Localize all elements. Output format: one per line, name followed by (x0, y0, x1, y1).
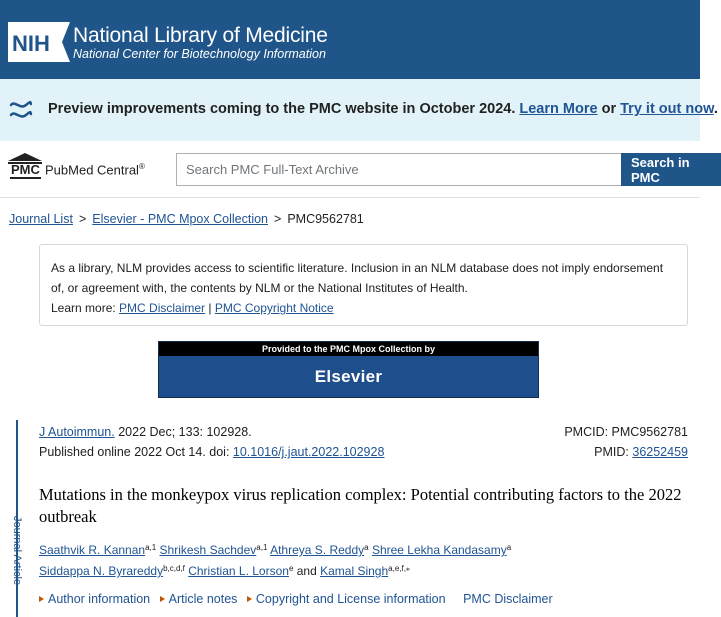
doi-link[interactable]: 10.1016/j.jaut.2022.102928 (232, 445, 385, 459)
author-affiliation: a (506, 543, 512, 552)
published-line (39, 445, 384, 459)
author-affiliation: a,e,f,⁎ (388, 564, 410, 573)
nlm-header (0, 0, 700, 79)
pmid-label: PMID: (594, 445, 633, 459)
author-information-label: Author information (48, 592, 151, 606)
author-link[interactable]: Christian L. Lorson (188, 564, 289, 578)
article-title: Mutations in the monkeypox virus replication complex: Potential contributing factors to the 2022 outbreak (39, 485, 682, 526)
nlm-title[interactable]: National Library of Medicine (73, 24, 328, 47)
pmcid: PMCID: PMC9562781 (564, 425, 688, 439)
disclaimer-text: As a library, NLM provides access to scientific literature. Inclusion in an NLM database does not imply endorsement of, or agreement with, the contents by NLM or the National Institutes of Health. (51, 261, 664, 295)
author-link[interactable]: Shree Lekha Kandasamy (371, 543, 507, 557)
pmid (594, 445, 688, 459)
author-affiliation: b,c,d,f (163, 564, 185, 573)
nlm-subtitle: National Center for Biotechnology Information (73, 47, 326, 61)
breadcrumb-collection[interactable]: Elsevier - PMC Mpox Collection (92, 212, 268, 226)
library-disclaimer (39, 244, 688, 326)
author-link[interactable]: Athreya S. Reddy (270, 543, 365, 557)
published-text: Published online 2022 Oct 14. doi: (39, 445, 233, 459)
journal-link[interactable]: J Autoimmun. (39, 425, 115, 439)
breadcrumb-separator: > (274, 212, 282, 226)
citation-text: 2022 Dec; 133: 102928. (114, 425, 252, 439)
author-link[interactable]: Shrikesh Sachdev (159, 543, 257, 557)
preview-message: Preview improvements coming to the PMC website in October 2024. (48, 101, 516, 117)
pmc-copyright-link[interactable]: PMC Copyright Notice (214, 301, 334, 315)
author-link[interactable]: Siddappa N. Byrareddy (39, 564, 164, 578)
author-affiliation: a (364, 543, 369, 552)
author-and: and (293, 564, 321, 578)
pmid-link[interactable]: 36252459 (632, 445, 688, 459)
pmc-logo-name-text: PubMed Central (45, 162, 139, 178)
article-notes-label: Article notes (168, 592, 238, 606)
preview-wave-icon (8, 97, 34, 123)
breadcrumb (9, 212, 364, 226)
preview-period: . (713, 101, 718, 117)
author-affiliation: e (288, 564, 294, 573)
preview-or: or (601, 101, 617, 117)
breadcrumb-separator: > (78, 212, 87, 226)
citation-line (39, 425, 252, 439)
article-side-label (6, 516, 28, 590)
breadcrumb-journal-list[interactable]: Journal List (9, 212, 73, 226)
provider-banner[interactable] (158, 341, 539, 398)
article-type-label: Journal Article (11, 516, 23, 586)
pmc-logo-reg: ® (138, 162, 145, 171)
disclaimer-learn-more: Learn more: (51, 301, 116, 315)
search-input[interactable] (176, 153, 621, 186)
pmc-logo[interactable] (8, 150, 168, 190)
copyright-toggle[interactable] (247, 592, 446, 606)
pmc-logo-name (45, 162, 145, 177)
preview-banner (0, 79, 718, 141)
copyright-label: Copyright and License information (255, 592, 446, 606)
pmc-disclaimer-link[interactable]: PMC Disclaimer (119, 301, 206, 315)
triangle-right-icon (247, 596, 252, 602)
triangle-right-icon (39, 596, 44, 602)
breadcrumb-current: PMC9562781 (287, 212, 364, 226)
author-list (39, 540, 689, 582)
pmc-logo-abbr: PMC (11, 162, 40, 177)
provider-name: Elsevier (314, 367, 383, 386)
preview-text (48, 101, 718, 117)
nih-logo-text: NIH (12, 31, 50, 56)
author-link[interactable]: Saathvik R. Kannan (39, 543, 146, 557)
author-information-toggle[interactable] (39, 592, 150, 606)
triangle-right-icon (160, 596, 165, 602)
try-it-link[interactable]: Try it out now (620, 101, 714, 117)
author-link[interactable]: Kamal Singh (320, 564, 389, 578)
header-divider (0, 197, 700, 198)
nih-logo-icon[interactable] (8, 22, 70, 62)
article-pmc-disclaimer-link[interactable]: PMC Disclaimer (463, 592, 553, 606)
author-affiliation: a,1 (145, 543, 157, 552)
author-affiliation: a,1 (256, 543, 268, 552)
disclaimer-divider: | (208, 301, 212, 315)
search-button[interactable]: Search in PMC (621, 153, 721, 186)
article-meta-links (39, 592, 553, 606)
article-notes-toggle[interactable] (160, 592, 238, 606)
provider-caption: Provided to the PMC Mpox Collection by (159, 342, 538, 356)
learn-more-link[interactable]: Learn More (519, 101, 598, 117)
